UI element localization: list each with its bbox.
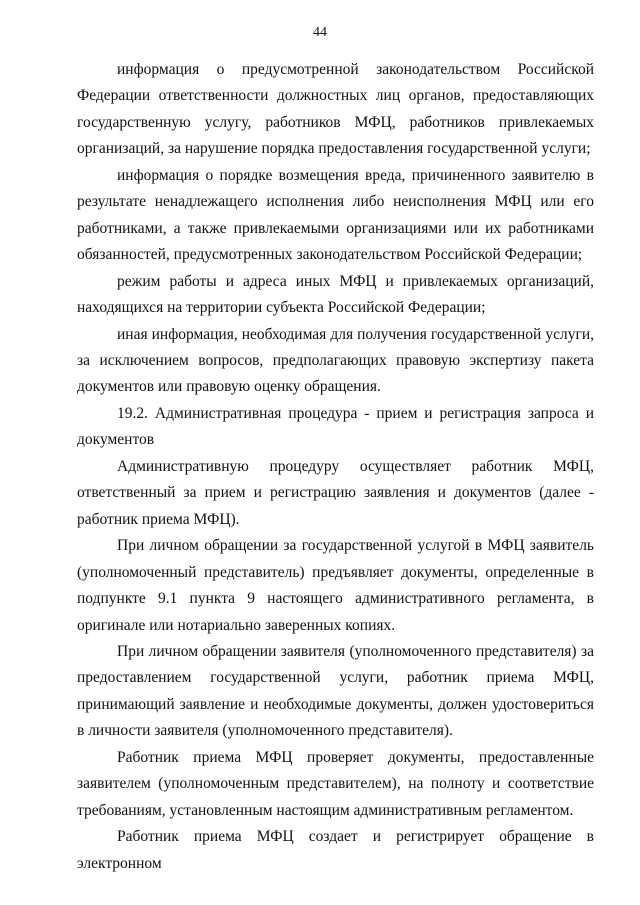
paragraph-registration: Работник приема МФЦ создает и регистрирует обращение в электронном — [77, 828, 594, 872]
paragraph-identity-check: При личном обращении заявителя (уполномоченного представителя) за предоставлением государственной услуги, работник приема МФЦ, принимающий заявление и необходимые документы, должен удостовериться в личности заявителя (уполномоченного представителя). — [77, 642, 594, 740]
paragraph-damage-compensation: информация о порядке возмещения вреда, причиненного заявителю в результате ненадлежащего исполнения либо неисполнения МФЦ или его работниками, а также привлекаемыми организациями или их работниками обязанностей, предусмотренных законодательством Российской Федерации; — [77, 166, 594, 264]
paragraph-liability-info: информация о предусмотренной законодательством Российской Федерации ответственности должностных лиц органов, предоставляющих государственную услугу, работников МФЦ, работников привлекаемых организаций, за нарушение порядка предоставления государственной услуги; — [77, 61, 594, 158]
paragraph-other-info: иная информация, необходимая для получения государственной услуги, за исключением вопросов, предполагающих правовую экспертизу пакета документов или правовую оценку обращения. — [77, 325, 594, 396]
paragraph-procedure-performer: Административную процедуру осуществляет работник МФЦ, ответственный за прием и регистрацию заявления и документов (далее - работник приема МФЦ). — [77, 457, 594, 528]
body-text — [77, 57, 594, 877]
paragraph-working-hours: режим работы и адреса иных МФЦ и привлекаемых организаций, находящихся на территории субъекта Российской Федерации; — [77, 272, 594, 317]
paragraph-personal-appeal: При личном обращении за государственной услугой в МФЦ заявитель (уполномоченный представитель) предъявляет документы, определенные в подпункте 9.1 пункта 9 настоящего административного регламента, в оригинале или нотариально заверенных копиях. — [77, 537, 594, 634]
page-number: 44 — [313, 25, 327, 40]
paragraph-document-check: Работник приема МФЦ проверяет документы, предоставленные заявителем (уполномоченным представителем), на полноту и соответствие требованиям, установленным настоящим административным регламентом. — [77, 748, 594, 819]
paragraph-section-19-2: 19.2. Административная процедура - прием и регистрация запроса и документов — [77, 404, 594, 449]
